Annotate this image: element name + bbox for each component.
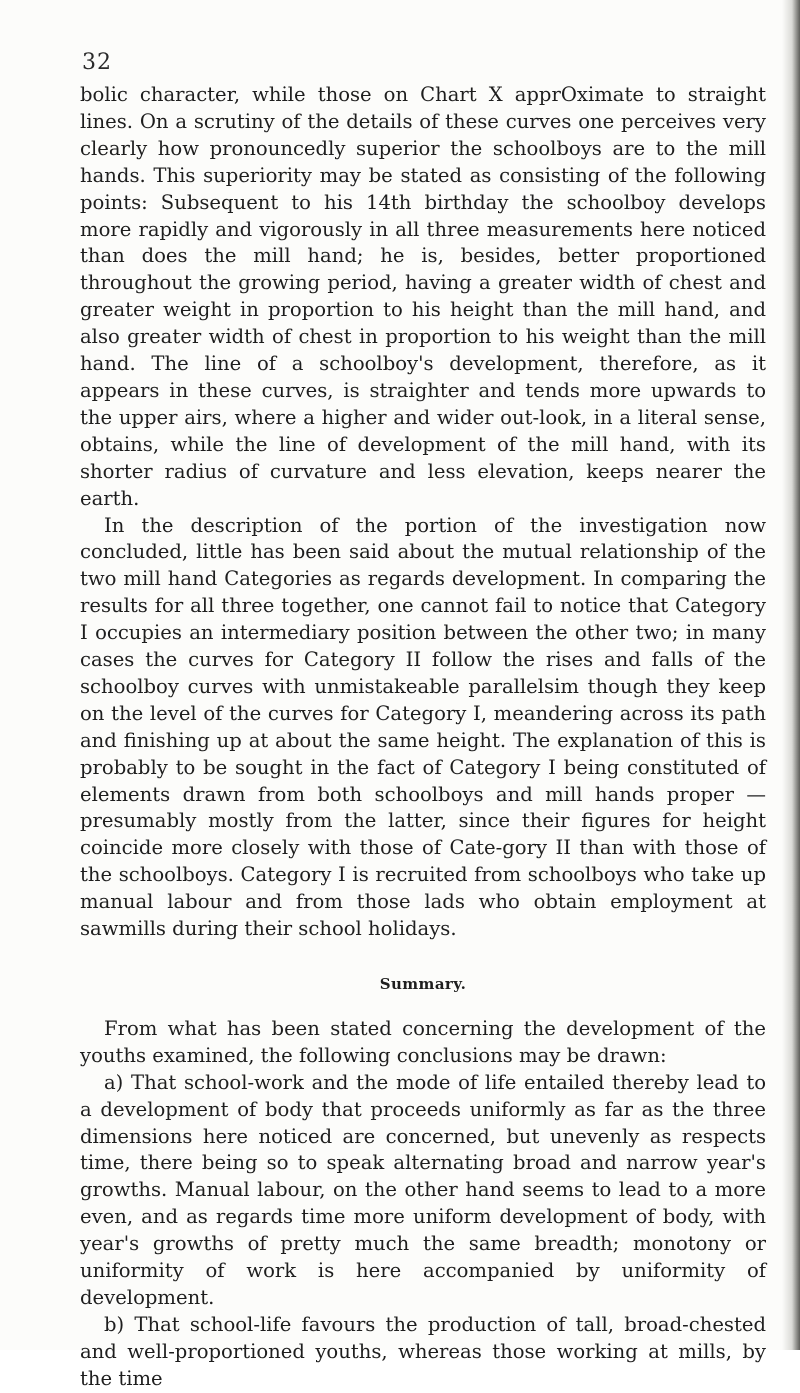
page-edge-shadow — [782, 0, 800, 1350]
page-number: 32 — [82, 50, 112, 75]
body-text — [80, 82, 766, 1393]
paragraph-conclusion-b: b) That school-life favours the production of tall, broad-chested and well-proportioned youths, whereas those working at mills, by the time — [80, 1312, 766, 1390]
summary-heading: Summary. — [379, 975, 467, 993]
paragraph-conclusions-intro: From what has been stated concerning the development of the youths examined, the following conclusions may be drawn: — [80, 1016, 766, 1067]
paragraph-conclusion-a: a) That school-work and the mode of life entailed thereby lead to a development of body that proceeds uniformly as far as the three dimensions here noticed are concerned, but unevenly as respects time, there being so to speak alternating broad and narrow year's growths. Manual labour, on the other hand seems to lead to a more even, and as regards time more uniform development of body, with year's growths of pretty much the same breadth; monotony or uniformity of work is here accompanied by uniformity of development. — [80, 1070, 766, 1309]
paragraph-chart-comparison: bolic character, while those on Chart X apprOximate to straight lines. On a scrutiny of the details of these curves one perceives very clearly how pronouncedly superior the schoolboys are to the mill hands. This superiority may be stated as consisting of the following points: Subsequent to his 14th birthday the schoolboy develops more rapidly and vigorously in all three measurements here noticed than does the mill hand; he is, besides, better proportioned throughout the growing period, having a greater width of chest and greater weight in proportion to his height than the mill hand, and also greater width of chest in proportion to his weight than the mill hand. The line of a schoolboy's development, therefore, as it appears in these curves, is straighter and tends more upwards to the upper airs, where a higher and wider out-look, in a literal sense, obtains, while the line of development of the mill hand, with its shorter radius of curvature and less elevation, keeps nearer the earth. — [80, 83, 766, 510]
paragraph-category-relationship: In the description of the portion of the investigation now concluded, little has been said about the mutual relationship of the two mill hand Categories as regards development. In comparing the results for all three together, one cannot fail to notice that Category I occupies an intermediary position between the other two; in many cases the curves for Category II follow the rises and falls of the schoolboy curves with unmistakeable parallelsim though they keep on the level of the curves for Category I, meandering across its path and finishing up at about the same height. The explanation of this is probably to be sought in the fact of Category I being constituted of elements drawn from both schoolboys and mill hands proper — presumably mostly from the latter, since their figures for height coincide more closely with those of Cate-gory II than with those of the schoolboys. Category I is recruited from schoolboys who take up manual labour and from those lads who obtain employment at sawmills during their school holidays. — [80, 513, 766, 941]
